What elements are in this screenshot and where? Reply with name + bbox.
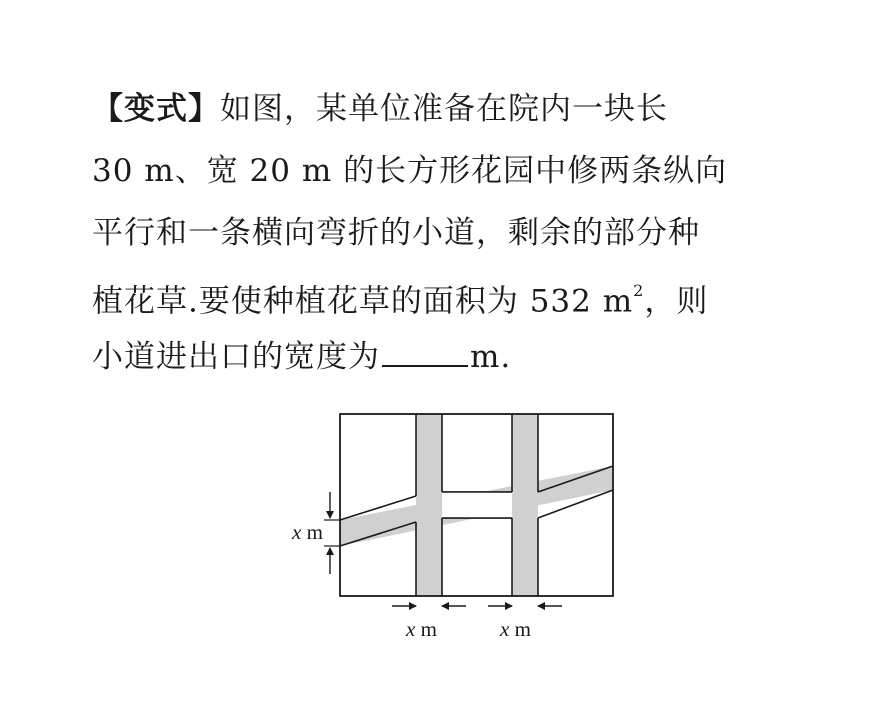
line1-text: 如图，某单位准备在院内一块长	[220, 91, 668, 127]
problem-line-4	[92, 264, 792, 326]
exponent: 2	[633, 281, 645, 300]
line4-text-end: ，则	[644, 283, 709, 320]
problem-tag: 变式	[124, 91, 188, 127]
bottom-width-label-2: x m	[500, 617, 531, 641]
plaza-gap	[442, 492, 512, 518]
problem-line-2: 30 m、宽 20 m 的长方形花园中修两条纵向	[92, 153, 728, 189]
tag-close-bracket: 】	[188, 91, 220, 127]
problem-line-5	[92, 326, 792, 388]
left-width-label: x m	[292, 520, 323, 544]
line5-text: 小道进出口的宽度为	[92, 339, 380, 375]
garden-diagram	[280, 400, 630, 650]
answer-unit: m.	[470, 339, 512, 375]
bottom-width-label-1: x m	[406, 617, 437, 641]
vertical-road-left	[416, 414, 442, 596]
problem-text	[92, 78, 792, 388]
tag-open-bracket: 【	[92, 91, 124, 127]
problem-line-1	[92, 78, 792, 140]
line4-text: 植花草.要使种植花草的面积为 532 m	[92, 283, 634, 320]
problem-line-3: 平行和一条横向弯折的小道，剩余的部分种	[92, 215, 700, 251]
vertical-road-right	[512, 414, 538, 596]
garden-figure	[280, 400, 630, 650]
answer-blank[interactable]	[382, 335, 468, 367]
